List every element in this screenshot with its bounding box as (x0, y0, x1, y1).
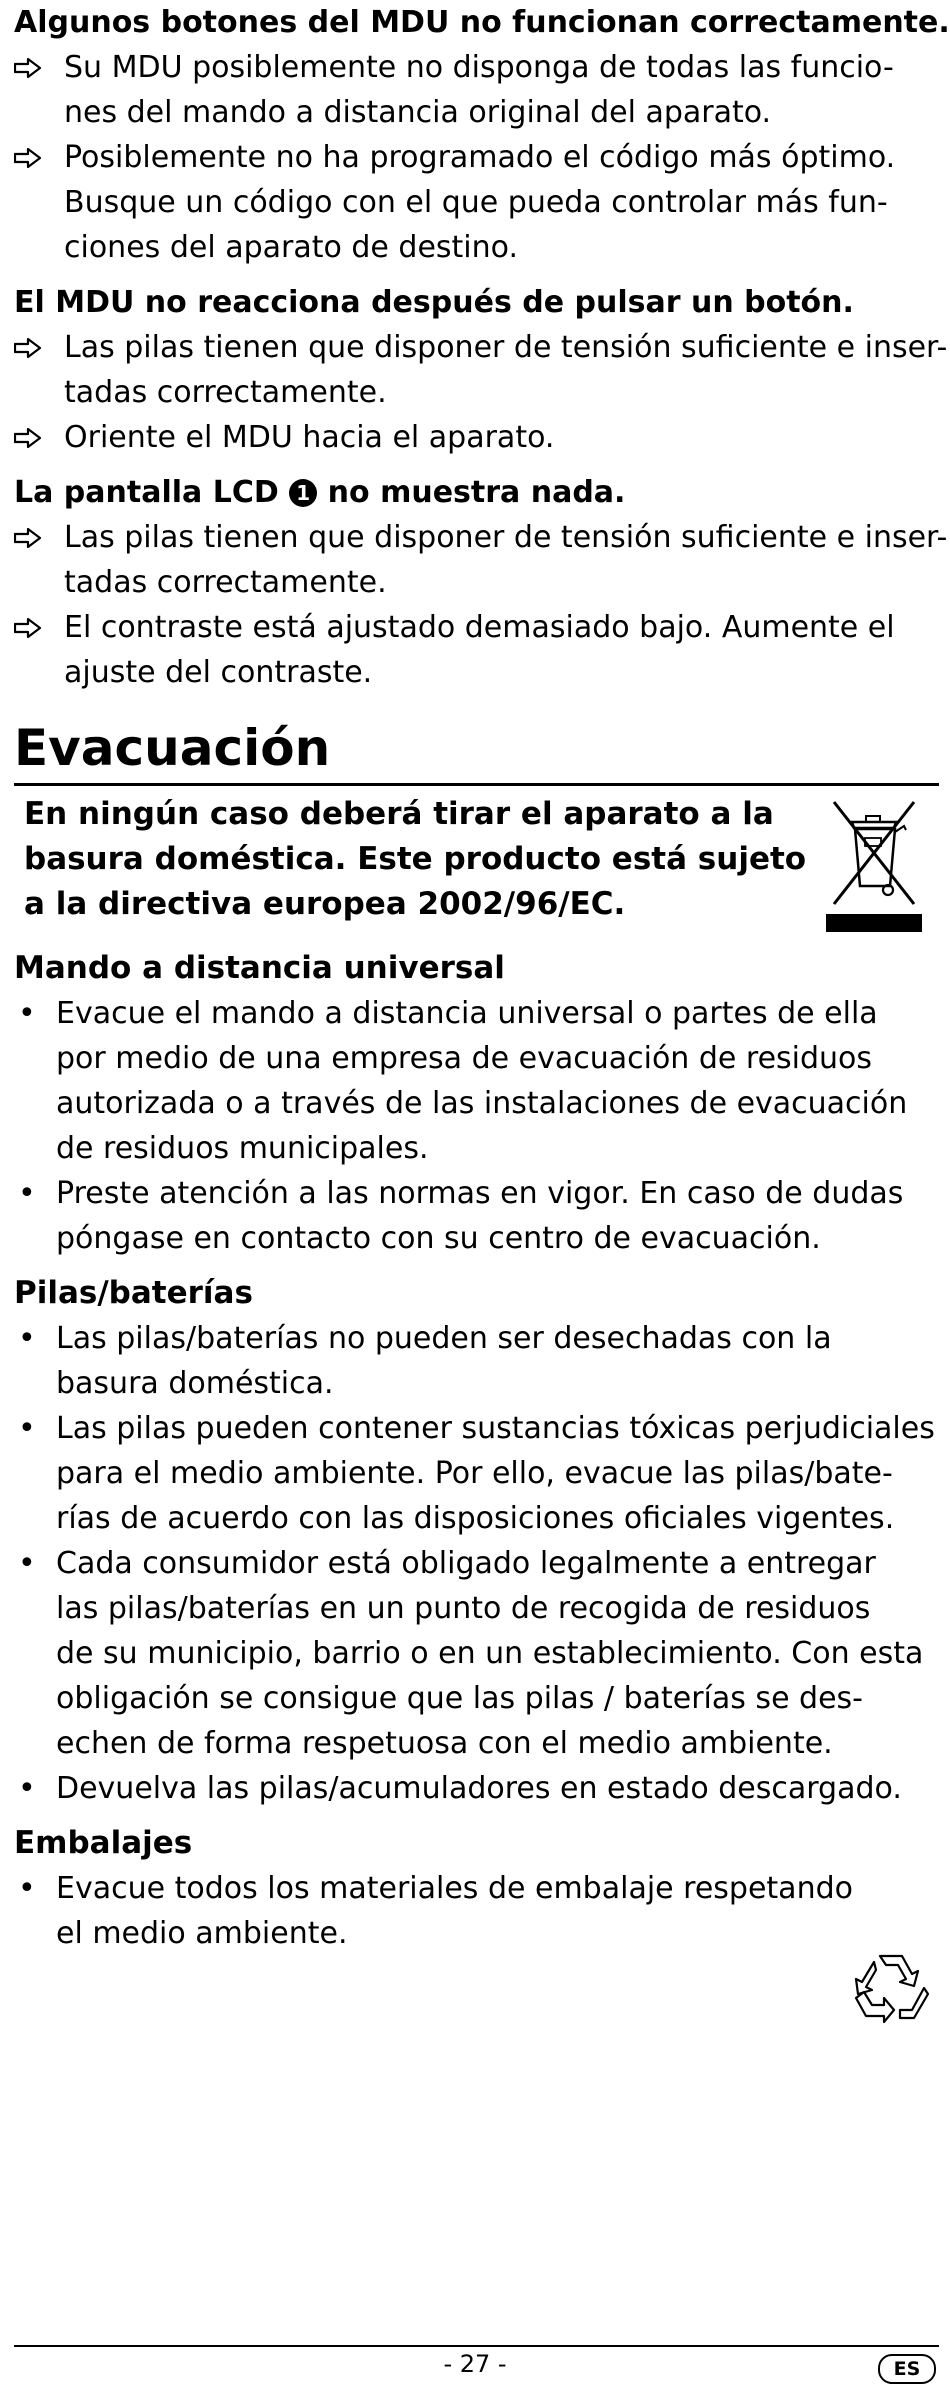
item-line: por medio de una empresa de evacuación de residuos (56, 1041, 873, 1076)
crossed-out-wheelie-bin-icon (824, 796, 924, 936)
item-line: echen de forma respetuosa con el medio ambiente. (56, 1726, 833, 1761)
manual-page (14, 0, 950, 1956)
item-line: póngase en contacto con su centro de evacuación. (56, 1221, 821, 1256)
item-line: el medio ambiente. (56, 1916, 348, 1951)
item-line: El contraste está ajustado demasiado bajo. Aumente el (64, 610, 895, 645)
recycling-symbol-icon (850, 1948, 932, 2028)
item-line: Posiblemente no ha programado el código más óptimo. (64, 140, 896, 175)
bullet-item (14, 1316, 939, 1406)
item-line: tadas correctamente. (64, 375, 387, 410)
trouble-block-1 (14, 0, 950, 270)
item-line: ciones del aparato de destino. (64, 230, 519, 265)
language-badge: ES (878, 2354, 936, 2384)
item-line: para el medio ambiente. Por ello, evacue las pilas/bate- (56, 1456, 893, 1491)
item-line: Las pilas pueden contener sustancias tóxicas perjudiciales (56, 1411, 935, 1446)
item-line: Preste atención a las normas en vigor. En caso de dudas (56, 1176, 904, 1211)
item-line: Las pilas tienen que disponer de tensión suficiente e inser- (64, 520, 948, 555)
item-line: Evacue el mando a distancia universal o partes de ella (56, 996, 878, 1031)
item-line: Busque un código con el que pueda controlar más fun- (64, 185, 888, 220)
subsection-heading: Pilas/baterías (14, 1275, 253, 1311)
heading-text-before: La pantalla LCD (14, 475, 279, 510)
section-title: Evacuación (14, 719, 331, 777)
disposal-warning-box (14, 786, 939, 946)
item-line: Las pilas tienen que disponer de tensión suficiente e inser- (64, 330, 948, 365)
subsection-heading: Mando a distancia universal (14, 950, 505, 986)
trouble-heading: El MDU no reacciona después de pulsar un botón. (14, 285, 854, 320)
disposal-subsection-batteries (14, 1271, 939, 1811)
page-number: - 27 - (443, 2350, 507, 2378)
trouble-heading: Algunos botones del MDU no funcionan correctamente. (14, 5, 950, 40)
disposal-subsection-packaging (14, 1821, 939, 1956)
bullet-item (14, 991, 939, 1171)
bullet-marker: • (18, 1546, 36, 1581)
item-line: Su MDU posiblemente no disponga de todas las funcio- (64, 50, 894, 85)
arrow-item (14, 605, 939, 695)
item-line: Cada consumidor está obligado legalmente a entregar (56, 1546, 876, 1581)
bullet-item (14, 1866, 939, 1956)
bullet-marker: • (18, 1871, 36, 1906)
item-line: Oriente el MDU hacia el aparato. (64, 420, 555, 455)
hollow-right-arrow-icon (14, 45, 64, 90)
item-line: nes del mando a distancia original del aparato. (64, 95, 772, 130)
item-line: las pilas/baterías en un punto de recogida de residuos (56, 1591, 871, 1626)
item-line: obligación se consigue que las pilas / baterías se des- (56, 1681, 864, 1716)
bullet-item (14, 1171, 939, 1261)
item-line: autorizada o a través de las instalaciones de evacuación (56, 1086, 908, 1121)
warning-line: En ningún caso deberá tirar el aparato a la (24, 796, 774, 832)
hollow-right-arrow-icon (14, 605, 64, 650)
item-line: Devuelva las pilas/acumuladores en estado descargado. (56, 1771, 902, 1806)
item-line: Las pilas/baterías no pueden ser desechadas con la (56, 1321, 832, 1356)
disposal-section (14, 717, 939, 1956)
item-line: tadas correctamente. (64, 565, 387, 600)
bullet-marker: • (18, 1176, 36, 1211)
arrow-item (14, 515, 948, 605)
item-line: ajuste del contraste. (64, 655, 373, 690)
hollow-right-arrow-icon (14, 135, 64, 180)
item-line: Evacue todos los materiales de embalaje respetando (56, 1871, 853, 1906)
trouble-block-2 (14, 280, 948, 460)
hollow-right-arrow-icon (14, 325, 64, 370)
warning-line: a la directiva europea 2002/96/EC. (24, 886, 626, 922)
disposal-subsection-remote (14, 946, 939, 1261)
heading-text-after: no muestra nada. (327, 475, 626, 510)
trouble-block-3 (14, 470, 948, 695)
arrow-item (14, 415, 939, 460)
hollow-right-arrow-icon (14, 415, 64, 460)
item-line: rías de acuerdo con las disposiciones oficiales vigentes. (56, 1501, 895, 1536)
arrow-item (14, 135, 939, 270)
item-line: de su municipio, barrio o en un establecimiento. Con esta (56, 1636, 924, 1671)
bullet-item (14, 1406, 939, 1541)
hollow-right-arrow-icon (14, 515, 64, 560)
item-line: basura doméstica. (56, 1366, 334, 1401)
subsection-heading: Embalajes (14, 1825, 193, 1861)
bullet-marker: • (18, 996, 36, 1031)
bullet-marker: • (18, 1771, 36, 1806)
display-marker-1: 1 (289, 479, 317, 507)
warning-line: basura doméstica. Este producto está sujeto (24, 841, 807, 877)
trouble-heading (14, 470, 939, 515)
bullet-item (14, 1541, 939, 1766)
item-line: de residuos municipales. (56, 1131, 429, 1166)
bullet-marker: • (18, 1321, 36, 1356)
bullet-marker: • (18, 1411, 36, 1446)
arrow-item (14, 325, 948, 415)
arrow-item (14, 45, 939, 135)
bullet-item (14, 1766, 939, 1811)
